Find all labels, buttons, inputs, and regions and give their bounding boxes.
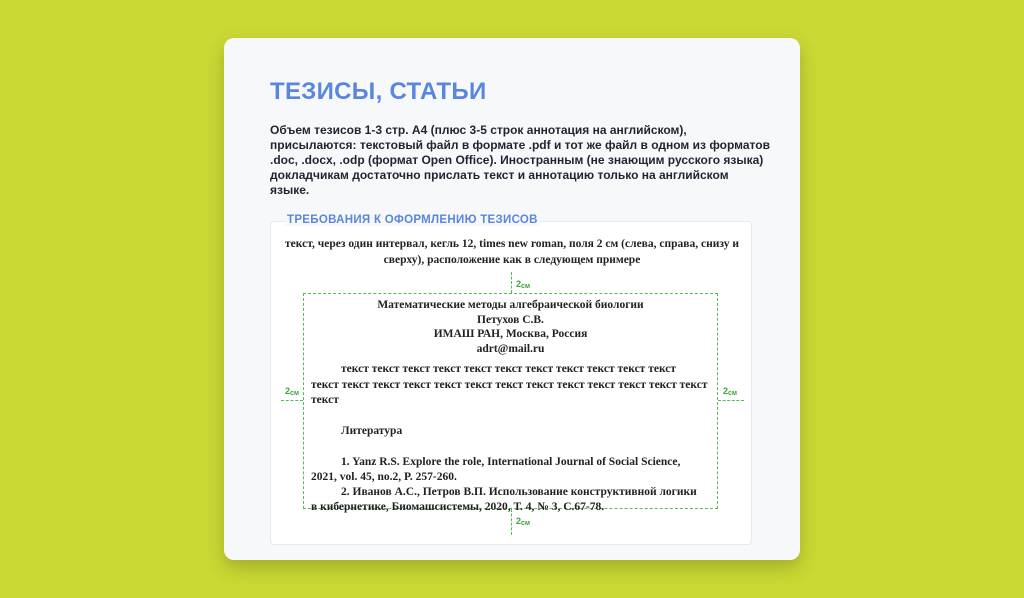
right-margin-label: $2_{см}$	[723, 386, 738, 397]
reference-item-1-cont: 2021, vol. 45, no.2, P. 257-260.	[311, 471, 457, 483]
reference-item-2-cont: в кибернетике, Биомашсистемы, 2020, Т. 4, № 3, С.67-78.	[311, 501, 605, 513]
reference-item-1: 1. Yanz R.S. Explore the role, International Journal of Social Science,	[341, 456, 681, 468]
sample-email: adrt@mail.ru	[476, 342, 545, 355]
sample-title: Математические методы алгебраической биологии	[377, 299, 644, 311]
top-margin-guide	[511, 272, 512, 293]
requirements-caption: текст, через один интервал, кегль 12, times new roman, поля 2 см (слева, справа, снизу и сверху), расположение как в следующем примере	[285, 238, 739, 266]
sample-body-text	[311, 362, 711, 409]
reference-list	[311, 455, 711, 515]
page-title: ТЕЗИСЫ, СТАТЬИ	[270, 78, 487, 105]
sample-body-line: текст текст текст текст текст текст текст текст текст текст текст	[341, 363, 677, 375]
sample-affiliation: ИМАШ РАН, Москва, Россия	[433, 328, 588, 340]
sample-header	[303, 298, 718, 356]
content-card	[224, 38, 800, 560]
left-margin-guide	[281, 400, 303, 401]
requirements-heading: ТРЕБОВАНИЯ К ОФОРМЛЕНИЮ ТЕЗИСОВ	[287, 214, 538, 226]
intro-paragraph: Объем тезисов 1-3 стр. А4 (плюс 3-5 строк аннотация на английском), присылаются: текстовый файл в формате .pdf и тот же файл в одном из форматов .doc, .docx, .odp (формат Open Office). Иностранным (не знающим русского языка) докладчикам достаточно прислать текст и аннотацию только на английском языке.	[270, 123, 770, 197]
top-margin-label: $2_{см}$	[516, 279, 531, 290]
left-margin-label: $2_{см}$	[285, 386, 300, 397]
sample-author: Петухов С.В.	[477, 313, 544, 326]
reference-item-2: 2. Иванов А.С., Петров В.П. Использование конструктивной логики	[341, 486, 697, 498]
requirements-box	[270, 214, 752, 545]
literature-heading: Литература	[341, 425, 403, 437]
right-margin-guide	[718, 400, 744, 401]
sample-body-rest: текст текст текст текст текст текст текст текст текст текст текст текст текст текст	[311, 378, 708, 406]
bottom-margin-label: $2_{см}$	[516, 516, 531, 527]
